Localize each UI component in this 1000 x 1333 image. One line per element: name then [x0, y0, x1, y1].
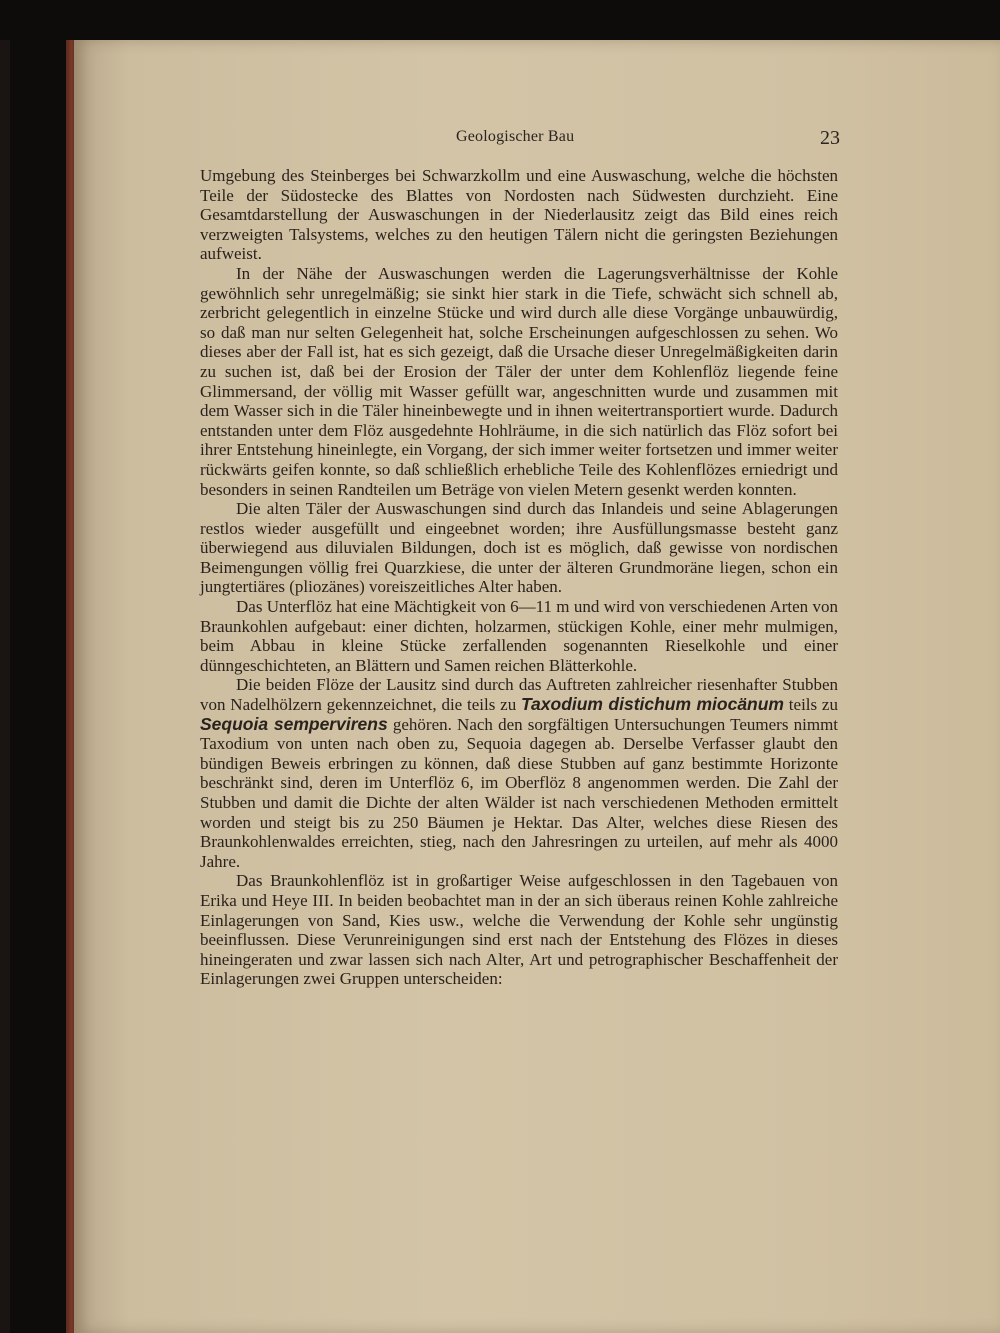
paragraph-1: Umgebung des Steinberges bei Schwarzkollm und eine Auswaschung, welche die höchsten Teile der Südostecke des Blattes von Nordosten nach Südwesten durchzieht. Eine Gesamtdarstellung der Auswaschungen in der Niederlausitz zeigt das Bild eines reich verzweigten Talsystems, welches zu den heutigen Tälern nicht die geringsten Beziehungen aufweist. [200, 166, 838, 264]
paragraph-5-before: Die beiden Flöze der Lausitz sind durch das Auftreten zahlreicher riesenhafter Stubben von Nadelhölzern gekennzeichnet, die teils zu [200, 675, 838, 715]
page-header [200, 128, 840, 152]
paragraph-6: Das Braunkohlenflöz ist in großartiger Weise aufgeschlossen in den Tagebauen von Erika und Heye III. In beiden beobachtet man in der an sich überaus reinen Kohle zahlreiche Einlagerungen von Sand, Kies usw., welche die Verwendung der Kohle sehr ungünstig beeinflussen. Diese Verunreinigungen sind erst nach der Entstehung des Flözes in dieses hineingeraten und zwar lassen sich nach Alter, Art und petrographischer Beschaffenheit der Einlagerungen zwei Gruppen unterscheiden: [200, 871, 838, 989]
paragraph-4: Das Unterflöz hat eine Mächtigkeit von 6—11 m und wird von verschiedenen Arten von Braunkohlen aufgebaut: einer dichten, holzarmen, stückigen Kohle, einer mehr mulmigen, beim Abbau in kleine Stücke zerfallenden sogenannten Rieselkohle und einer dünngeschichteten, an Blättern und Samen reichen Blätterkohle. [200, 597, 838, 675]
paragraph-5-after: gehören. Nach den sorgfältigen Untersuchungen Teumers nimmt Taxodium von unten nach oben zu, Sequoia dagegen ab. Derselbe Verfasser glaubt den bündigen Beweis erbringen zu können, daß diese Stubben auf ganz bestimmte Horizonte beschränkt sind, deren im Unterflöz 6, im Oberflöz 8 angenommen werden. Die Zahl der Stubben und damit die Dichte der alten Wälder ist nach verschiedenen Methoden ermittelt worden und steigt bis zu 250 Bäumen je Hektar. Das Alter, welches diese Riesen des Braunkohlenwaldes erreichten, stieg, nach den Jahresringen zu urteilen, auf mehr als 4000 Jahre. [200, 714, 839, 871]
species-sequoia: Sequoia sempervirens [200, 713, 388, 734]
scan-border-left [0, 40, 10, 1333]
page-number: 23 [820, 127, 840, 149]
running-head: Geologischer Bau [456, 128, 575, 145]
species-taxodium: Taxodium distichum miocänum [521, 694, 784, 715]
paragraph-2: In der Nähe der Auswaschungen werden die Lagerungsverhältnisse der Kohle gewöhnlich sehr unregelmäßig; sie sinkt hier stark in die Tiefe, schwächt sich schnell ab, zerbricht gelegentlich in einzelne Stücke und wird durch alle diese Vorgänge unbauwürdig, so daß man nur selten Gelegenheit hat, solche Erscheinungen aufgeschlossen zu sehen. Wo dieses aber der Fall ist, hat es sich gezeigt, daß die Ursache dieser Unregelmäßigkeiten darin zu suchen ist, daß bei der Erosion der Täler der unter dem Kohlenflöz liegende feine Glimmersand, der völlig mit Wasser gefüllt war, angeschnitten wurde und zusammen mit dem Wasser sich in die Täler hineinbewegte und in ihnen weitertransportiert wurde. Dadurch entstanden unter dem Flöz ausgedehnte Hohlräume, in die sich natürlich das Flöz sofort bei ihrer Entstehung hineinlegte, ein Vorgang, der sich immer weiter fortsetzen und immer weiter rückwärts geifen konnte, so daß schließlich erhebliche Teile des Kohlenflözes erniedrigt und besonders in seinen Randteilen um Beträge von vielen Metern gesenkt werden konnten. [200, 263, 838, 499]
paragraph-5-middle: teils zu [784, 695, 838, 715]
paragraph-3: Die alten Täler der Auswaschungen sind durch das Inlandeis und seine Ablagerungen restlos wieder ausgefüllt und eingeebnet worden; ihre Ausfüllungsmasse besteht ganz überwiegend aus diluvialen Bildungen, doch ist es möglich, daß gewisse von nordischen Beimengungen völlig frei Quarzkiese, die unter der älteren Grundmoräne liegen, schon ein jungtertiäres (pliozänes) voreiszeitliches Alter haben. [200, 499, 838, 597]
paragraph-5 [200, 675, 838, 871]
body-text [200, 166, 838, 989]
